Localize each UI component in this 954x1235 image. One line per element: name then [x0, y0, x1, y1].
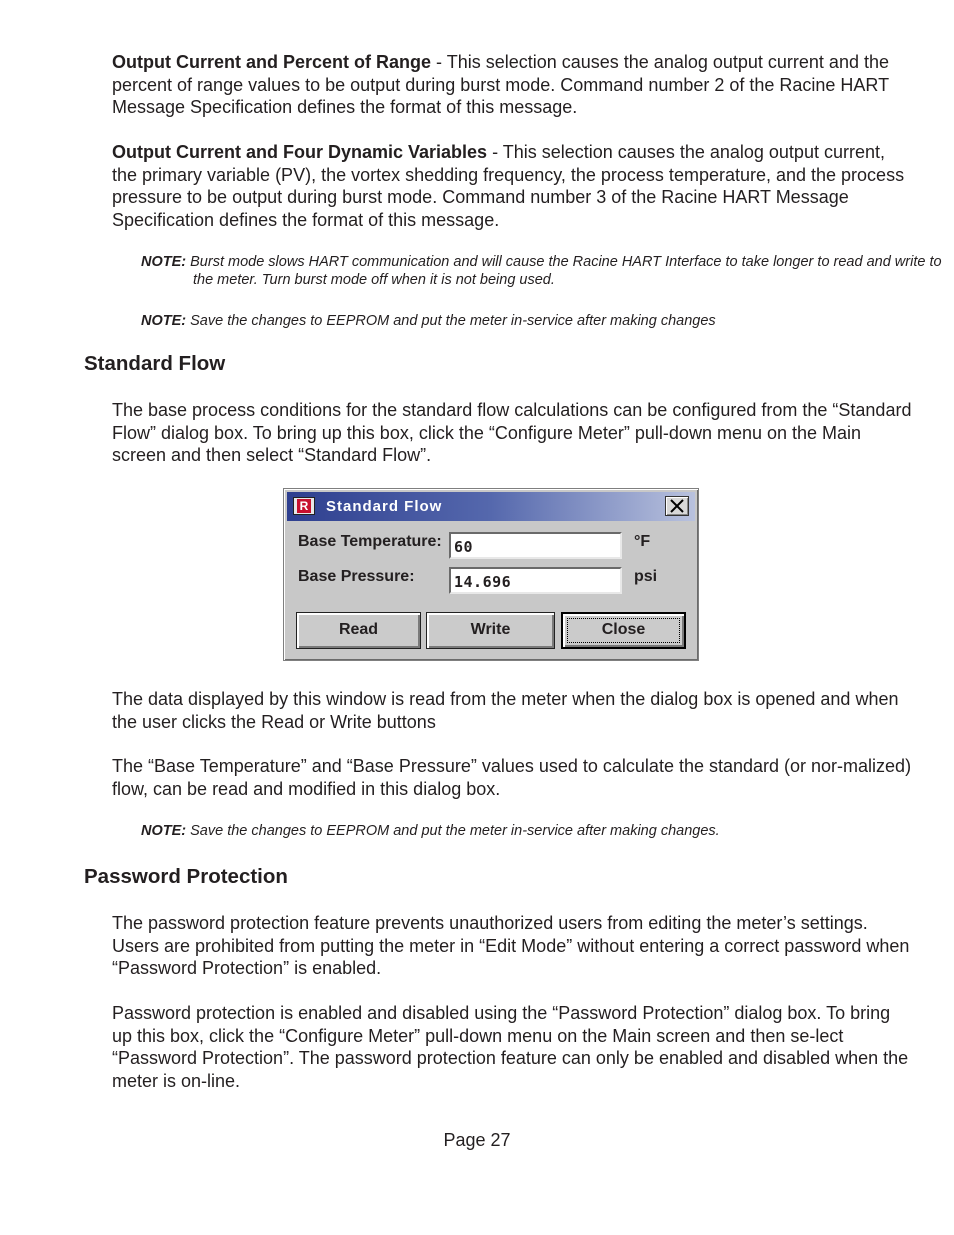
paragraph-password-intro: The password protection feature prevents unauthorized users from editing the meter’s settings. Users are prohibited from putting the meter in “Edit Mode” without entering a correct password when “Password Protection” is enabled.	[112, 913, 910, 978]
standard-flow-dialog	[283, 488, 699, 661]
heading-password-protection: Password Protection	[84, 865, 288, 888]
note-burst-mode	[141, 253, 953, 289]
base-temperature-label: Base Temperature:	[298, 533, 442, 550]
racine-app-icon: R	[293, 497, 315, 515]
note-text: Save the changes to EEPROM and put the meter in-service after making changes	[190, 313, 716, 329]
paragraph-standard-flow-intro: The base process conditions for the standard flow calculations can be configured from the “Standard Flow” dialog box. To bring up this box, click the “Configure Meter” pull-down menu on the Main screen and then select “Standard Flow”.	[112, 400, 912, 465]
close-icon[interactable]	[665, 496, 689, 516]
note-text: Burst mode slows HART communication and will cause the Racine HART Interface to take longer to read and write to the meter. Turn burst mode off when it is not being used.	[190, 254, 942, 288]
paragraph-output-current-four-variables	[112, 141, 912, 231]
dialog-titlebar[interactable]	[287, 492, 695, 521]
base-temperature-input[interactable]: 60	[449, 532, 622, 559]
note-label: NOTE:	[141, 313, 187, 329]
note-label: NOTE:	[141, 254, 187, 270]
note-eeprom-2	[141, 822, 953, 840]
close-button-label: Close	[601, 621, 646, 638]
close-button[interactable]	[561, 612, 686, 649]
base-pressure-unit: psi	[634, 568, 658, 585]
base-pressure-label: Base Pressure:	[298, 568, 415, 585]
heading-standard-flow: Standard Flow	[84, 352, 226, 375]
paragraph-standard-flow-values: The “Base Temperature” and “Base Pressure” values used to calculate the standard (or nor-malized) flow, can be read and modified in this dialog box.	[112, 756, 912, 799]
paragraph-standard-flow-read: The data displayed by this window is read from the meter when the dialog box is opened and when the user clicks the Read or Write buttons	[112, 689, 899, 732]
base-temperature-unit: °F	[634, 533, 651, 550]
term-output-current-four-variables: Output Current and Four Dynamic Variables	[112, 142, 488, 162]
dialog-title: Standard Flow	[326, 498, 443, 515]
paragraph-text: - This selection causes the analog output current, the primary variable (PV), the vortex shedding frequency, the process temperature, and the process pressure to be output during burst mode. Command number 3 of the Racine HART Message Specification defines the format of this message.	[112, 142, 905, 230]
term-output-current-percent: Output Current and Percent of Range	[112, 52, 432, 72]
paragraph-password-enable: Password protection is enabled and disabled using the “Password Protection” dialog box. To bring up this box, click the “Configure Meter” pull-down menu on the Main screen and then se-lect “Password Protection”. The password protection feature can only be enabled and disabled when the meter is on-line.	[112, 1003, 909, 1091]
paragraph-text: - This selection causes the analog output current and the percent of range values to be output during burst mode. Command number 2 of the Racine HART Message Specification defines the format of this message.	[112, 52, 889, 117]
paragraph-output-current-percent	[112, 51, 912, 119]
focus-indicator	[567, 618, 680, 643]
note-text: Save the changes to EEPROM and put the meter in-service after making changes.	[190, 823, 720, 839]
page-number: Page 27	[443, 1130, 511, 1150]
read-button[interactable]: Read	[296, 612, 421, 649]
note-label: NOTE:	[141, 823, 187, 839]
note-eeprom	[141, 312, 953, 330]
base-pressure-input[interactable]: 14.696	[449, 567, 622, 594]
write-button[interactable]: Write	[426, 612, 555, 649]
